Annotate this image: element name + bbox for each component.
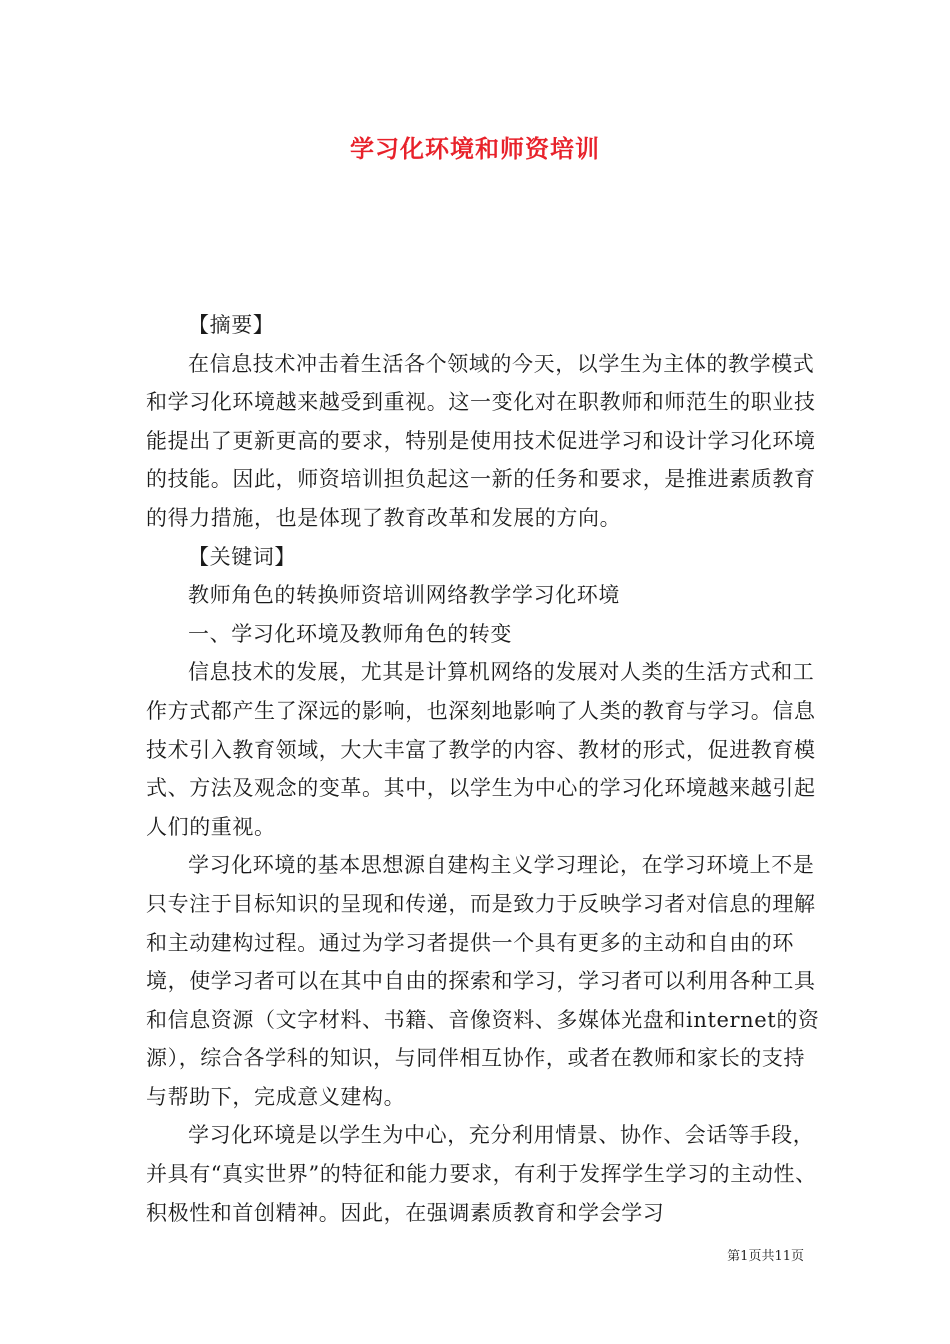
body-paragraph: 信息技术的发展，尤其是计算机网络的发展对人类的生活方式和工作方式都产生了深远的影响，也深刻地影响了人类的教育与学习。信息技术引入教育领域，大大丰富了教学的内容、教材的形式，促进教育模式、方法及观念的变革。其中，以学生为中心的学习化环境越来越引起人们的重视。 [146, 660, 816, 839]
body-paragraph: 学习化环境的基本思想源自建构主义学习理论，在学习环境上不是只专注于目标知识的呈现和传递，而是致力于反映学习者对信息的理解和主动建构过程。通过为学习者提供一个具有更多的主动和自由的环境，使学习者可以在其中自由的探索和学习，学习者可以利用各种工具和信息资源（文字材料、书籍、音像资料、多媒体光盘和internet的资源），综合各学科的知识，与同伴相互协作，或者在教师和家长的支持与帮助下，完成意义建构。 [146, 853, 820, 1109]
body-paragraph: 学习化环境是以学生为中心，充分利用情景、协作、会话等手段，并具有“真实世界”的特征和能力要求，有利于发挥学生学习的主动性、积极性和首创精神。因此，在强调素质教育和学会学习 [146, 1123, 817, 1225]
abstract-paragraph: 在信息技术冲击着生活各个领域的今天，以学生为主体的教学模式和学习化环境越来越受到重视。这一变化对在职教师和师范生的职业技能提出了更新更高的要求，特别是使用技术促进学习和设计学习化环境的技能。因此，师资培训担负起这一新的任务和要求，是推进素质教育的得力措施，也是体现了教育改革和发展的方向。 [146, 351, 816, 530]
keywords-paragraph: 教师角色的转换师资培训网络教学学习化环境 [188, 583, 620, 608]
section-heading: 一、学习化环境及教师角色的转变 [188, 621, 512, 646]
abstract-heading: 【摘要】 [188, 313, 275, 337]
document-body [146, 306, 826, 1232]
page-number: 第1页共11页 [727, 1249, 804, 1264]
keywords-heading: 【关键词】 [188, 544, 296, 569]
document-title: 学习化环境和师资培训 [350, 134, 600, 163]
